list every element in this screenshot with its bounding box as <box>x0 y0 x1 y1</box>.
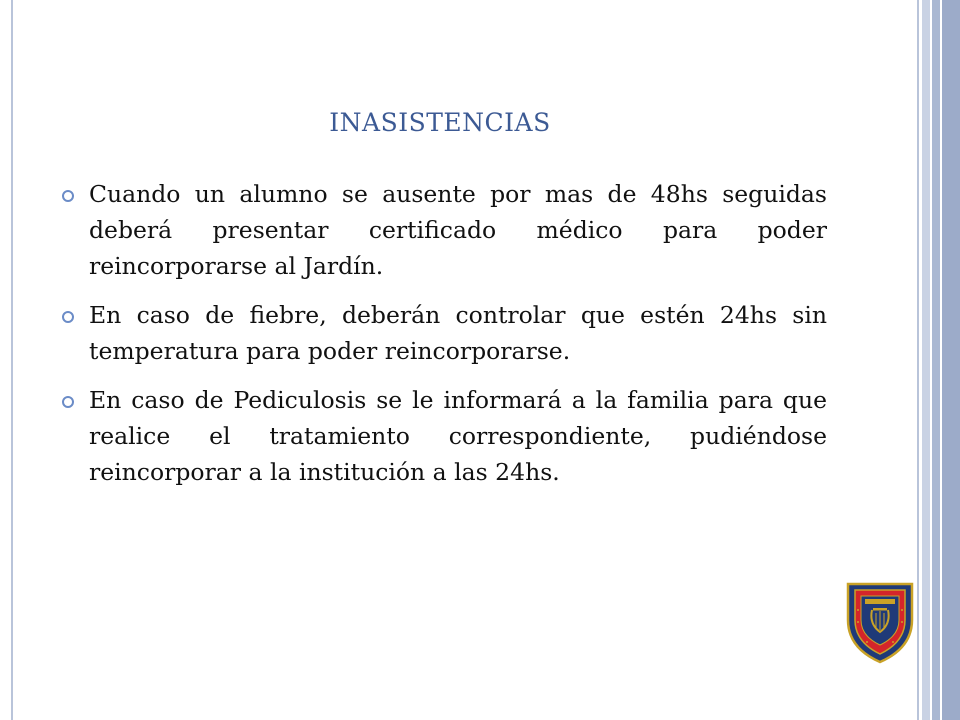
bullet-item <box>62 297 827 369</box>
bullet-text: Cuando un alumno se ausente por mas de 48hs seguidas deberá presentar certificado médico para poder reincorporarse al Jardín. <box>89 180 827 280</box>
bullet-list <box>62 176 827 503</box>
frame-right-line <box>917 0 919 720</box>
bullet-circle-icon <box>62 190 74 202</box>
bullet-item <box>62 382 827 490</box>
bullet-text: En caso de fiebre, deberán controlar que estén 24hs sin temperatura para poder reincorporarse. <box>89 301 827 365</box>
slide-title: INASISTENCIAS <box>329 108 551 137</box>
school-crest-icon <box>845 580 915 664</box>
bullet-circle-icon <box>62 311 74 323</box>
bullet-text: En caso de Pediculosis se le informará a la familia para que realice el tratamiento correspondiente, pudiéndose reincorporar a la institución a las 24hs. <box>89 386 827 486</box>
frame-right-band <box>922 0 960 720</box>
bullet-circle-icon <box>62 396 74 408</box>
bullet-item <box>62 176 827 284</box>
